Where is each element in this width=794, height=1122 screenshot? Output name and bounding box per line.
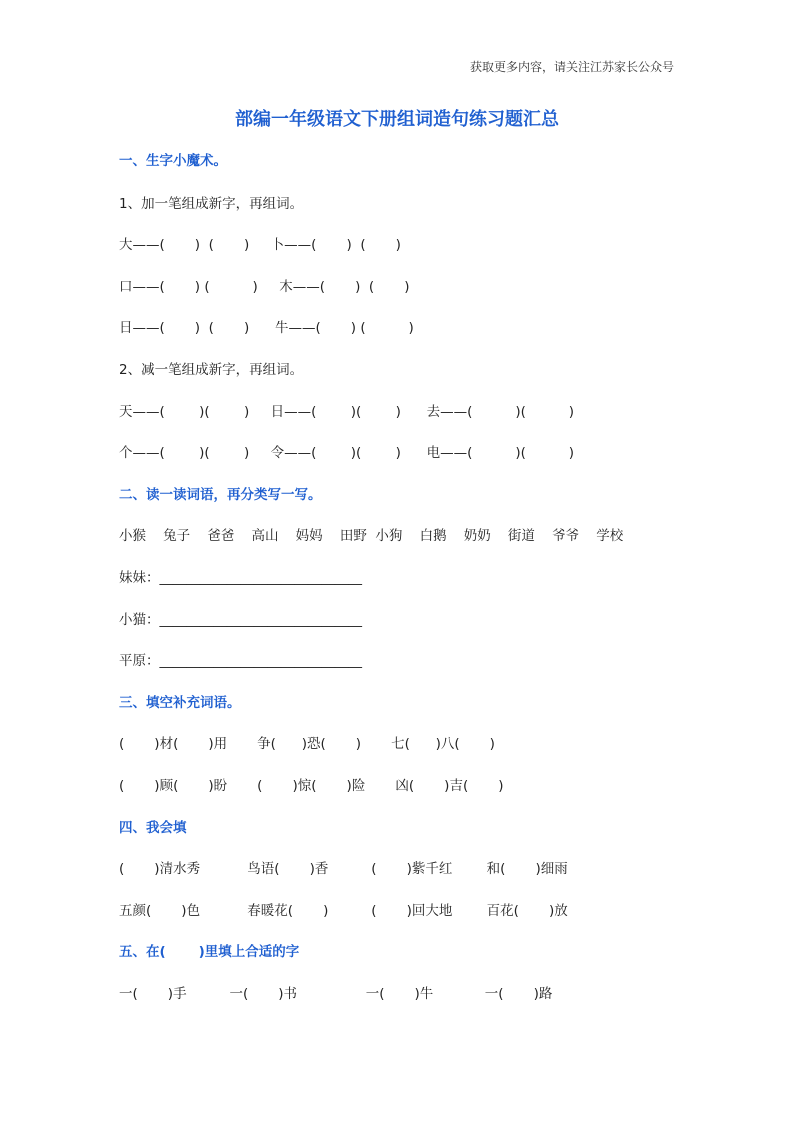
section-3-heading: 三、填空补充词语。 bbox=[119, 695, 241, 711]
exercise-row: 一( )手 一( )书 一( )牛 一( )路 bbox=[119, 986, 553, 1002]
section-4-heading: 四、我会填 bbox=[119, 820, 187, 836]
category-line: 平原：______________________________ bbox=[119, 653, 362, 669]
section-1-heading: 一、生字小魔术。 bbox=[119, 153, 227, 169]
question-2-prompt: 2、减一笔组成新字，再组词。 bbox=[119, 362, 304, 378]
category-line: 小猫：______________________________ bbox=[119, 612, 362, 628]
section-2-heading: 二、读一读词语，再分类写一写。 bbox=[119, 487, 322, 503]
exercise-row: 个——( )( ) 令——( )( ) 电——( )( ) bbox=[119, 445, 575, 461]
exercise-row: 日——( ) ( ) 牛——( ) ( ) bbox=[119, 320, 414, 336]
category-line: 妹妹：______________________________ bbox=[119, 570, 362, 586]
question-1-prompt: 1、加一笔组成新字，再组词。 bbox=[119, 196, 304, 212]
exercise-row: 大——( ) ( ) 卜——( ) ( ) bbox=[119, 237, 401, 253]
exercise-row: 五颜( )色 春暖花( ) ( )回大地 百花( )放 bbox=[119, 903, 568, 919]
section-5-heading: 五、在( )里填上合适的字 bbox=[119, 944, 300, 960]
exercise-row: 口——( ) ( ) 木——( ) ( ) bbox=[119, 279, 410, 295]
exercise-row: ( )清水秀 鸟语( )香 ( )紫千红 和( )细雨 bbox=[119, 861, 568, 877]
exercise-row: ( )顾( )盼 ( )惊( )险 凶( )吉( ) bbox=[119, 778, 504, 794]
exercise-row: ( )材( )用 争( )恐( ) 七( )八( ) bbox=[119, 736, 495, 752]
header-note: 获取更多内容，请关注江苏家长公众号 bbox=[469, 60, 674, 74]
document-title: 部编一年级语文下册组词造句练习题汇总 bbox=[235, 109, 559, 130]
exercise-row: 天——( )( ) 日——( )( ) 去——( )( ) bbox=[119, 404, 575, 420]
word-bank: 小猴 兔子 爸爸 高山 妈妈 田野 小狗 白鹅 奶奶 街道 爷爷 学校 bbox=[119, 528, 624, 544]
